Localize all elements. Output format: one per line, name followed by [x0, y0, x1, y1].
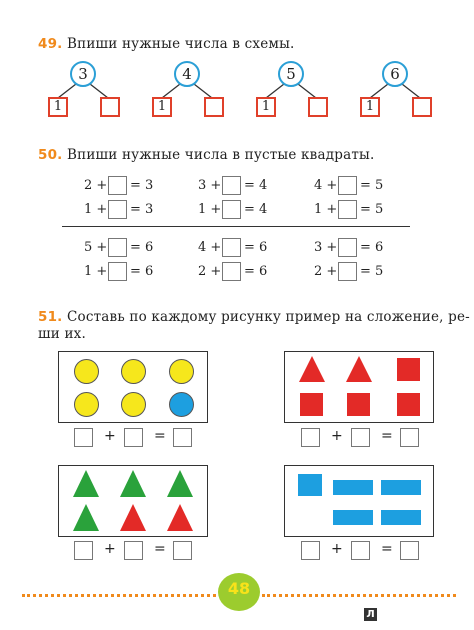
tree-line	[298, 84, 316, 98]
green-triangle	[73, 504, 99, 531]
equation-right: = 5	[360, 202, 384, 217]
equation-left: 1 +	[198, 202, 222, 217]
tree-1-right-box[interactable]	[100, 97, 120, 117]
equation-right: = 6	[130, 240, 154, 255]
equation-right: = 3	[130, 202, 154, 217]
green-triangle	[73, 470, 99, 497]
picture-blue-rectangles	[284, 465, 434, 537]
exercise-51-title	[38, 309, 470, 325]
tree-2-top-number: 4	[174, 61, 200, 87]
blue-rectangle	[333, 480, 373, 495]
yellow-circle	[74, 392, 99, 417]
publisher-logo-icon: Л	[364, 608, 377, 621]
blue-circle	[169, 392, 194, 417]
red-square	[300, 393, 323, 416]
plus-sign: +	[331, 541, 343, 557]
equation-right: = 5	[360, 264, 384, 279]
answer-box[interactable]	[222, 238, 241, 257]
yellow-circle	[169, 359, 194, 384]
tree-2-right-box[interactable]	[204, 97, 224, 117]
yellow-circle	[121, 359, 146, 384]
yellow-circle	[121, 392, 146, 417]
equation-right: = 6	[130, 264, 154, 279]
plus-sign: +	[104, 428, 116, 444]
tree-4-left-box[interactable]: 1	[360, 97, 380, 117]
blue-rectangle	[381, 510, 421, 525]
triangle-shapes	[59, 466, 207, 536]
tree-line	[90, 84, 108, 98]
answer-box[interactable]	[351, 541, 370, 560]
answer-box[interactable]	[108, 176, 127, 195]
red-square	[347, 393, 370, 416]
equation-right: = 4	[244, 202, 268, 217]
equation-right: = 6	[244, 264, 268, 279]
answer-box[interactable]	[74, 428, 93, 447]
blue-rectangle	[381, 480, 421, 495]
equation-right: = 4	[244, 178, 268, 193]
exercise-50-text: Впиши нужные числа в пустые квадраты.	[67, 147, 375, 163]
tree-3-left-box[interactable]: 1	[256, 97, 276, 117]
equation-left: 4 +	[198, 240, 222, 255]
equation-right: = 5	[360, 178, 384, 193]
picture-triangles	[58, 465, 208, 537]
answer-box[interactable]	[108, 200, 127, 219]
answer-box[interactable]	[108, 238, 127, 257]
equation-left: 3 +	[314, 240, 338, 255]
equation-left: 5 +	[84, 240, 108, 255]
dotted-line-left	[22, 594, 216, 597]
equals-sign: =	[154, 428, 166, 444]
equals-sign: =	[381, 428, 393, 444]
answer-box[interactable]	[338, 262, 357, 281]
equation-left: 2 +	[198, 264, 222, 279]
green-triangle	[167, 470, 193, 497]
answer-box[interactable]	[74, 541, 93, 560]
tree-line	[402, 84, 420, 98]
answer-box[interactable]	[301, 541, 320, 560]
answer-box[interactable]	[400, 428, 419, 447]
equation-left: 3 +	[198, 178, 222, 193]
blue-rectangle	[333, 510, 373, 525]
tree-1-left-box[interactable]: 1	[48, 97, 68, 117]
answer-box[interactable]	[124, 541, 143, 560]
answer-box[interactable]	[222, 200, 241, 219]
page-number: 48	[218, 573, 260, 611]
exercise-51-number: 51.	[38, 309, 63, 325]
tree-4-top-number: 6	[382, 61, 408, 87]
equation-right: = 6	[244, 240, 268, 255]
picture-circles	[58, 351, 208, 423]
red-triangle	[120, 504, 146, 531]
tree-line	[194, 84, 212, 98]
red-square	[397, 358, 420, 381]
equation-right: = 3	[130, 178, 154, 193]
dotted-line-right	[262, 594, 456, 597]
divider-line	[62, 226, 410, 227]
exercise-49-number: 49.	[38, 36, 63, 52]
answer-box[interactable]	[400, 541, 419, 560]
tree-1-top-number: 3	[70, 61, 96, 87]
green-triangle	[120, 470, 146, 497]
answer-box[interactable]	[338, 176, 357, 195]
red-triangle	[299, 356, 325, 382]
tree-line	[162, 84, 180, 98]
tree-4-right-box[interactable]	[412, 97, 432, 117]
equation-left: 1 +	[84, 264, 108, 279]
exercise-50-title	[38, 147, 374, 163]
answer-box[interactable]	[301, 428, 320, 447]
answer-box[interactable]	[108, 262, 127, 281]
red-triangle	[167, 504, 193, 531]
blue-square	[298, 474, 322, 496]
equation-left: 1 +	[84, 202, 108, 217]
plus-sign: +	[331, 428, 343, 444]
tree-2-left-box[interactable]: 1	[152, 97, 172, 117]
equation-left: 2 +	[84, 178, 108, 193]
tree-line	[370, 84, 388, 98]
answer-box[interactable]	[222, 262, 241, 281]
red-triangle	[346, 356, 372, 382]
exercise-51-text-line2: ши их.	[38, 326, 86, 342]
tree-3-right-box[interactable]	[308, 97, 328, 117]
equation-left: 1 +	[314, 202, 338, 217]
answer-box[interactable]	[351, 428, 370, 447]
answer-box[interactable]	[222, 176, 241, 195]
equation-left: 2 +	[314, 264, 338, 279]
answer-box[interactable]	[173, 541, 192, 560]
tree-3-top-number: 5	[278, 61, 304, 87]
tree-line	[266, 84, 284, 98]
exercise-49-text: Впиши нужные числа в схемы.	[67, 36, 295, 52]
picture-triangles-squares	[284, 351, 434, 423]
equals-sign: =	[381, 541, 393, 557]
equation-right: = 6	[360, 240, 384, 255]
red-square	[397, 393, 420, 416]
answer-box[interactable]	[124, 428, 143, 447]
exercise-50-number: 50.	[38, 147, 63, 163]
tree-line	[58, 84, 76, 98]
equals-sign: =	[154, 541, 166, 557]
answer-box[interactable]	[173, 428, 192, 447]
answer-box[interactable]	[338, 238, 357, 257]
yellow-circle	[74, 359, 99, 384]
equation-left: 4 +	[314, 178, 338, 193]
answer-box[interactable]	[338, 200, 357, 219]
plus-sign: +	[104, 541, 116, 557]
exercise-51-text-line1: Составь по каждому рисунку пример на сложение, ре-	[67, 309, 470, 325]
